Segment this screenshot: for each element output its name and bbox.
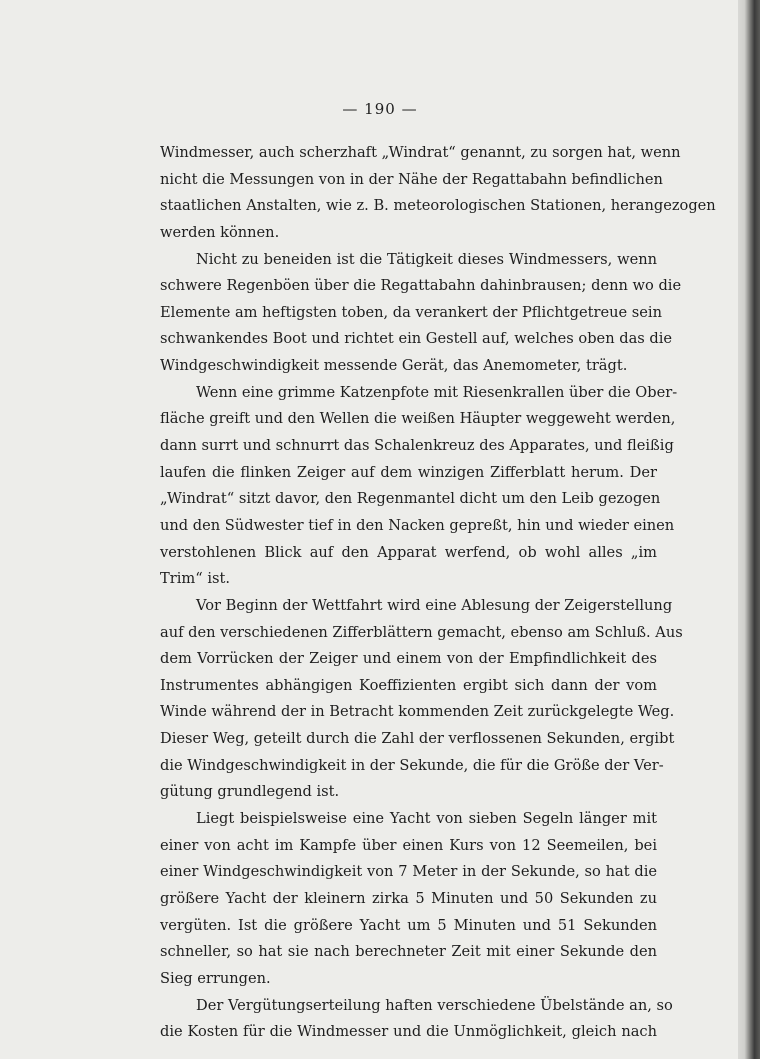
- text-line: verstohlenen Blick auf den Apparat werfend, ob wohl alles „im: [160, 543, 657, 561]
- text-line: Sieg errungen.: [160, 969, 271, 987]
- text-line: vergüten. Ist die größere Yacht um 5 Minuten und 51 Sekunden: [160, 916, 657, 934]
- text-line: die Windgeschwindigkeit in der Sekunde, die für die Größe der Ver-: [160, 756, 664, 774]
- text-line: dann surrt und schnurrt das Schalenkreuz des Apparates, und fleißig: [160, 437, 674, 455]
- text-line: nicht die Messungen von in der Nähe der Regattabahn befindlichen: [160, 170, 663, 188]
- text-line: dem Vorrücken der Zeiger und einem von der Empfindlichkeit des: [160, 650, 657, 668]
- body-text: [160, 140, 716, 1046]
- text-line: die Kosten für die Windmesser und die Unmöglichkeit, gleich nach: [160, 1023, 657, 1041]
- text-line: Instrumentes abhängigen Koeffizienten ergibt sich dann der vom: [160, 676, 657, 694]
- text-line: Nicht zu beneiden ist die Tätigkeit dieses Windmessers, wenn: [196, 250, 657, 268]
- text-line: gütung grundlegend ist.: [160, 783, 340, 801]
- text-line: schwankendes Boot und richtet ein Gestell auf, welches oben das die: [160, 330, 673, 348]
- text-line: „Windrat“ sitzt davor, den Regenmantel dicht um den Leib gezogen: [160, 490, 661, 508]
- text-line: Windgeschwindigkeit messende Gerät, das Anemometer, trägt.: [160, 357, 628, 375]
- text-line: auf den verschiedenen Zifferblättern gemacht, ebenso am Schluß. Aus: [160, 623, 683, 641]
- text-line: Elemente am heftigsten toben, da verankert der Pflichtgetreue sein: [160, 303, 662, 321]
- text-line: werden können.: [160, 223, 280, 241]
- page-number: — 190 —: [342, 100, 418, 118]
- text-line: Der Vergütungserteilung haften verschiedene Übelstände an, so: [196, 996, 673, 1014]
- page-edge-shadow: [738, 0, 760, 1059]
- text-line: einer von acht im Kampfe über einen Kurs von 12 Seemeilen, bei: [160, 836, 657, 854]
- text-line: schneller, so hat sie nach berechneter Zeit mit einer Sekunde den: [160, 943, 657, 961]
- text-line: Windmesser, auch scherzhaft „Windrat“ genannt, zu sorgen hat, wenn: [160, 144, 681, 161]
- text-line: Liegt beispielsweise eine Yacht von sieben Segeln länger mit: [196, 810, 657, 828]
- text-line: laufen die flinken Zeiger auf dem winzigen Zifferblatt herum. Der: [160, 463, 657, 481]
- text-line: einer Windgeschwindigkeit von 7 Meter in der Sekunde, so hat die: [160, 863, 657, 881]
- text-line: Wenn eine grimme Katzenpfote mit Riesenkrallen über die Ober-: [196, 383, 678, 401]
- text-line: Dieser Weg, geteilt durch die Zahl der verflossenen Sekunden, ergibt: [160, 730, 675, 748]
- text-line: Trim“ ist.: [160, 570, 230, 588]
- text-line: Winde während der in Betracht kommenden Zeit zurückgelegte Weg.: [160, 703, 675, 721]
- text-line: staatlichen Anstalten, wie z. B. meteorologischen Stationen, herangezogen: [160, 197, 716, 215]
- text-line: und den Südwester tief in den Nacken gepreßt, hin und wieder einen: [160, 516, 675, 534]
- text-line: größere Yacht der kleinern zirka 5 Minuten und 50 Sekunden zu: [160, 889, 657, 907]
- text-line: schwere Regenböen über die Regattabahn dahinbrausen; denn wo die: [160, 277, 682, 295]
- text-line: fläche greift und den Wellen die weißen Häupter weggeweht werden,: [160, 410, 676, 428]
- text-line: Vor Beginn der Wettfahrt wird eine Ablesung der Zeigerstellung: [196, 596, 673, 614]
